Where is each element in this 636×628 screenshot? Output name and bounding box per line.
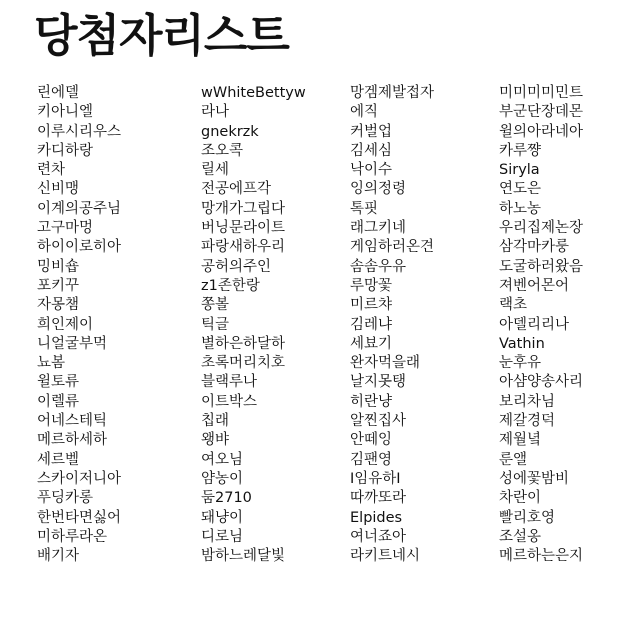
winner-name: 미르챠 bbox=[350, 297, 393, 314]
winner-column-1 bbox=[37, 84, 121, 566]
winner-name: 래그키네 bbox=[350, 220, 407, 237]
winner-name: 제갈경덕 bbox=[499, 413, 556, 430]
winner-name: 고구마멍 bbox=[37, 220, 94, 237]
winner-name: z1존한랑 bbox=[201, 277, 260, 294]
winner-name: 니얼굴부먹 bbox=[37, 335, 108, 352]
winner-name: 틱글 bbox=[201, 316, 230, 333]
winner-name: 커벌업 bbox=[350, 123, 393, 140]
winner-name: 김세심 bbox=[350, 142, 393, 159]
winner-name: 날지못탱 bbox=[350, 374, 407, 391]
winner-name: 밍비숍 bbox=[37, 258, 80, 275]
winner-name: 하노농 bbox=[499, 200, 542, 217]
winner-name: 릴세 bbox=[201, 162, 230, 179]
winner-name: 미미미미민트 bbox=[499, 85, 584, 101]
winner-name: 이루시리우스 bbox=[37, 123, 122, 140]
winner-name: 키아니엘 bbox=[37, 104, 94, 121]
winner-name: 배기자 bbox=[37, 548, 80, 565]
winner-name: 이계의공주님 bbox=[37, 200, 122, 217]
winner-name: 버닝문라이트 bbox=[201, 220, 286, 237]
winner-name: 아샴양송사리 bbox=[499, 374, 584, 391]
winner-name: 왱뱌 bbox=[201, 432, 230, 449]
winner-name: 연도은 bbox=[499, 181, 542, 198]
winner-name: 조설옹 bbox=[499, 528, 542, 545]
winner-name: 신비맹 bbox=[37, 181, 80, 198]
winner-name: 디로님 bbox=[201, 528, 244, 545]
winner-name: 완자먹을래 bbox=[350, 355, 421, 372]
winner-name: 알찐집사 bbox=[350, 413, 407, 430]
winner-name: 메르하세하 bbox=[37, 432, 108, 449]
winner-name: 눈후유 bbox=[499, 355, 542, 372]
winner-name: 카루쨩 bbox=[499, 142, 542, 159]
winner-name: 전공에프각 bbox=[201, 181, 272, 198]
winner-name: 김팬영 bbox=[350, 451, 393, 468]
winner-name: 초록머리치호 bbox=[201, 355, 286, 372]
winner-name: 망겜제발접자 bbox=[350, 85, 435, 101]
winner-name: 따까또라 bbox=[350, 490, 407, 507]
winner-name: 련차 bbox=[37, 162, 66, 179]
winner-name: 빨리호영 bbox=[499, 509, 556, 526]
winner-name: 낙이수 bbox=[350, 162, 393, 179]
winner-name: 망개가그립다 bbox=[201, 200, 286, 217]
winner-name: 포키꾸 bbox=[37, 277, 80, 294]
winner-name: 돼냥이 bbox=[201, 509, 244, 526]
winner-name: 메르하는은지 bbox=[499, 548, 584, 565]
winner-name: 파랑새하우리 bbox=[201, 239, 286, 256]
winner-name: 한번타면싫어 bbox=[37, 509, 122, 526]
winner-name: 히란냥 bbox=[350, 393, 393, 410]
winner-name: 별하은하달하 bbox=[201, 335, 286, 352]
winner-name: 자몽챔 bbox=[37, 297, 80, 314]
winner-name: 칩래 bbox=[201, 413, 230, 430]
winner-name: 톡핏 bbox=[350, 200, 379, 217]
winner-column-2 bbox=[201, 84, 306, 566]
winner-name: 얌농이 bbox=[201, 470, 244, 487]
winner-name: 쫑볼 bbox=[201, 297, 230, 314]
winner-name: 안떼잉 bbox=[350, 432, 393, 449]
winner-name: 둠2710 bbox=[201, 490, 252, 507]
winner-name: 김레냐 bbox=[350, 316, 393, 333]
winner-name: 게임하러온견 bbox=[350, 239, 435, 256]
winner-column-4 bbox=[499, 84, 583, 566]
winner-name: 우리집제논장 bbox=[499, 220, 584, 237]
winner-name: 어네스테틱 bbox=[37, 413, 108, 430]
winner-name: 하이이로히아 bbox=[37, 239, 122, 256]
winner-name: 아델리리나 bbox=[499, 316, 570, 333]
winner-name: I임유하I bbox=[350, 470, 401, 487]
winner-name: Vathin bbox=[499, 335, 545, 352]
winner-name: 윌의아라네아 bbox=[499, 123, 584, 140]
winner-name: 희인제이 bbox=[37, 316, 94, 333]
winner-name: 이트박스 bbox=[201, 393, 258, 410]
winner-name: Siryla bbox=[499, 162, 540, 179]
winner-name: 밤하느레달빛 bbox=[201, 548, 286, 565]
winner-name: 스카이저니아 bbox=[37, 470, 122, 487]
winner-name: 도굴하러왔음 bbox=[499, 258, 584, 275]
winner-name: 윌토류 bbox=[37, 374, 80, 391]
winner-name: 뇨봄 bbox=[37, 355, 66, 372]
page-title: 당첨자리스트 bbox=[34, 9, 289, 62]
winner-name: 카디하랑 bbox=[37, 142, 94, 159]
winner-name: 랙초 bbox=[499, 297, 528, 314]
winner-name: 보리차님 bbox=[499, 393, 556, 410]
winner-name: 린에델 bbox=[37, 85, 80, 101]
winner-name: 세르벨 bbox=[37, 451, 80, 468]
winner-name: 에직 bbox=[350, 104, 379, 121]
winner-name: 블랙루나 bbox=[201, 374, 258, 391]
winner-column-3 bbox=[350, 84, 434, 566]
winner-name: 삼각마카룽 bbox=[499, 239, 570, 256]
winner-name: 제월녘 bbox=[499, 432, 542, 449]
winner-list bbox=[0, 84, 636, 584]
winner-name: 루망꽃 bbox=[350, 277, 393, 294]
winner-name: gnekrzk bbox=[201, 123, 259, 140]
winner-name: 져벤어몬어 bbox=[499, 277, 570, 294]
winner-name: 부군단장데몬 bbox=[499, 104, 584, 121]
winner-name: Elpides bbox=[350, 509, 403, 526]
winner-name: 여너죠아 bbox=[350, 528, 407, 545]
winner-name: 조오콕 bbox=[201, 142, 244, 159]
winner-name: 푸딩카롱 bbox=[37, 490, 94, 507]
winner-name: 차란이 bbox=[499, 490, 542, 507]
winner-name: 라키트네시 bbox=[350, 548, 421, 565]
winner-name: 세뵤기 bbox=[350, 335, 393, 352]
winner-name: 룬앨 bbox=[499, 451, 528, 468]
winner-name: 잉의정령 bbox=[350, 181, 407, 198]
winner-name: 여오님 bbox=[201, 451, 244, 468]
winner-name: 미하루라온 bbox=[37, 528, 108, 545]
winner-name: 성에꽃밤비 bbox=[499, 470, 570, 487]
winner-name: wWhiteBettyw bbox=[201, 85, 306, 101]
winner-name: 솜솜우유 bbox=[350, 258, 407, 275]
winner-name: 이렐류 bbox=[37, 393, 80, 410]
winner-name: 공허의주인 bbox=[201, 258, 272, 275]
winner-name: 라나 bbox=[201, 104, 230, 121]
